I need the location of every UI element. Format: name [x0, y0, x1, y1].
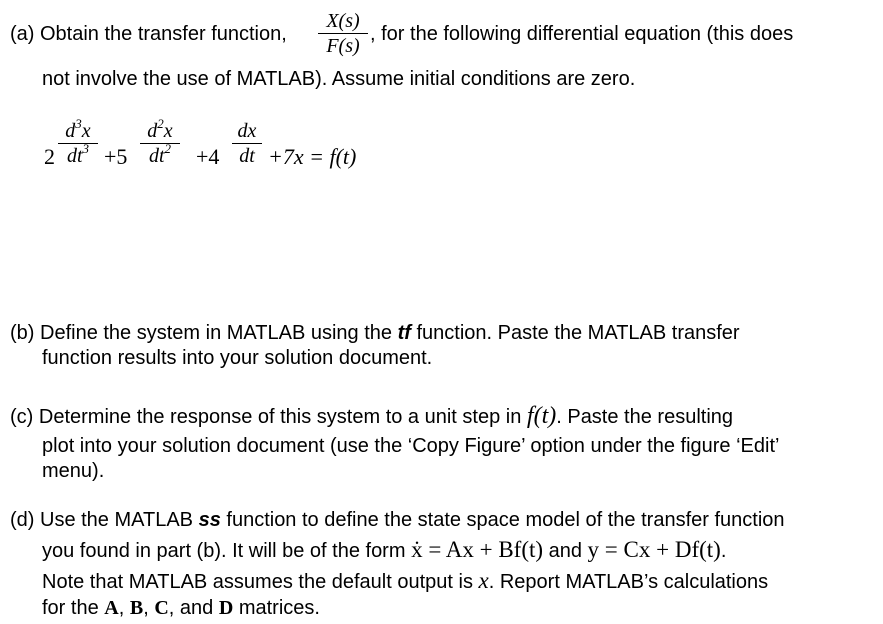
- ss-keyword: ss: [198, 509, 221, 531]
- matrix-A: A: [104, 597, 119, 619]
- part-b-line-2: function results into your solution document.: [42, 347, 433, 369]
- ft-symbol: f(t): [526, 403, 557, 429]
- part-a-text-2: , for the following differential equation (this does: [370, 23, 794, 45]
- d-3: d: [65, 120, 76, 142]
- transfer-numerator: X(s): [326, 10, 360, 32]
- second-derivative: $d^2x$ $dt^2$: [140, 120, 180, 167]
- first-derivative: dx dt: [232, 120, 262, 167]
- matrix-C: C: [154, 597, 169, 619]
- part-c-line-2: plot into your solution document (use the ‘Copy Figure’ option under the figure ‘Edit’: [42, 435, 780, 457]
- coef-2: 2: [44, 144, 55, 169]
- fraction-bar: [318, 33, 368, 34]
- matrix-D: D: [218, 597, 234, 619]
- part-a-line-1: [10, 22, 287, 46]
- state-equation: ẋ = Ax + Bf(t): [411, 537, 544, 562]
- part-d-line-4: for the A, B, C, and D matrices.: [42, 597, 320, 619]
- part-d-line-3: Note that MATLAB assumes the default output is x. Report MATLAB’s calculations: [42, 568, 769, 593]
- transfer-denominator: F(s): [326, 35, 360, 57]
- part-c-line-3: menu).: [42, 460, 105, 482]
- part-a-line-1-end: [370, 22, 793, 46]
- part-c-line-1: (c) Determine the response of this system to a unit step in f(t). Paste the resulting: [10, 403, 734, 429]
- tf-keyword: tf: [397, 322, 411, 344]
- part-d-line-1: (d) Use the MATLAB ss function to define the state space model of the transfer function: [10, 509, 785, 531]
- transfer-function-fraction: [318, 10, 368, 57]
- part-a-line-2: not involve the use of MATLAB). Assume initial conditions are zero.: [42, 68, 636, 90]
- output-equation: y = Cx + Df(t): [587, 537, 721, 562]
- third-derivative: $d^3x$ $dt^3$: [58, 120, 98, 167]
- x-symbol: x: [478, 568, 489, 593]
- part-a-text-1: (a) Obtain the transfer function,: [10, 23, 287, 45]
- equation-tail: +7x = f(t): [268, 144, 357, 169]
- part-d-line-2: you found in part (b). It will be of the form ẋ = Ax + Bf(t) and y = Cx + Df(t).: [42, 537, 727, 562]
- plus-4: +4: [196, 144, 220, 169]
- matrix-B: B: [129, 597, 144, 619]
- plus-5: +5: [104, 144, 128, 169]
- part-b-line-1: (b) Define the system in MATLAB using the tf function. Paste the MATLAB transfer: [10, 322, 740, 344]
